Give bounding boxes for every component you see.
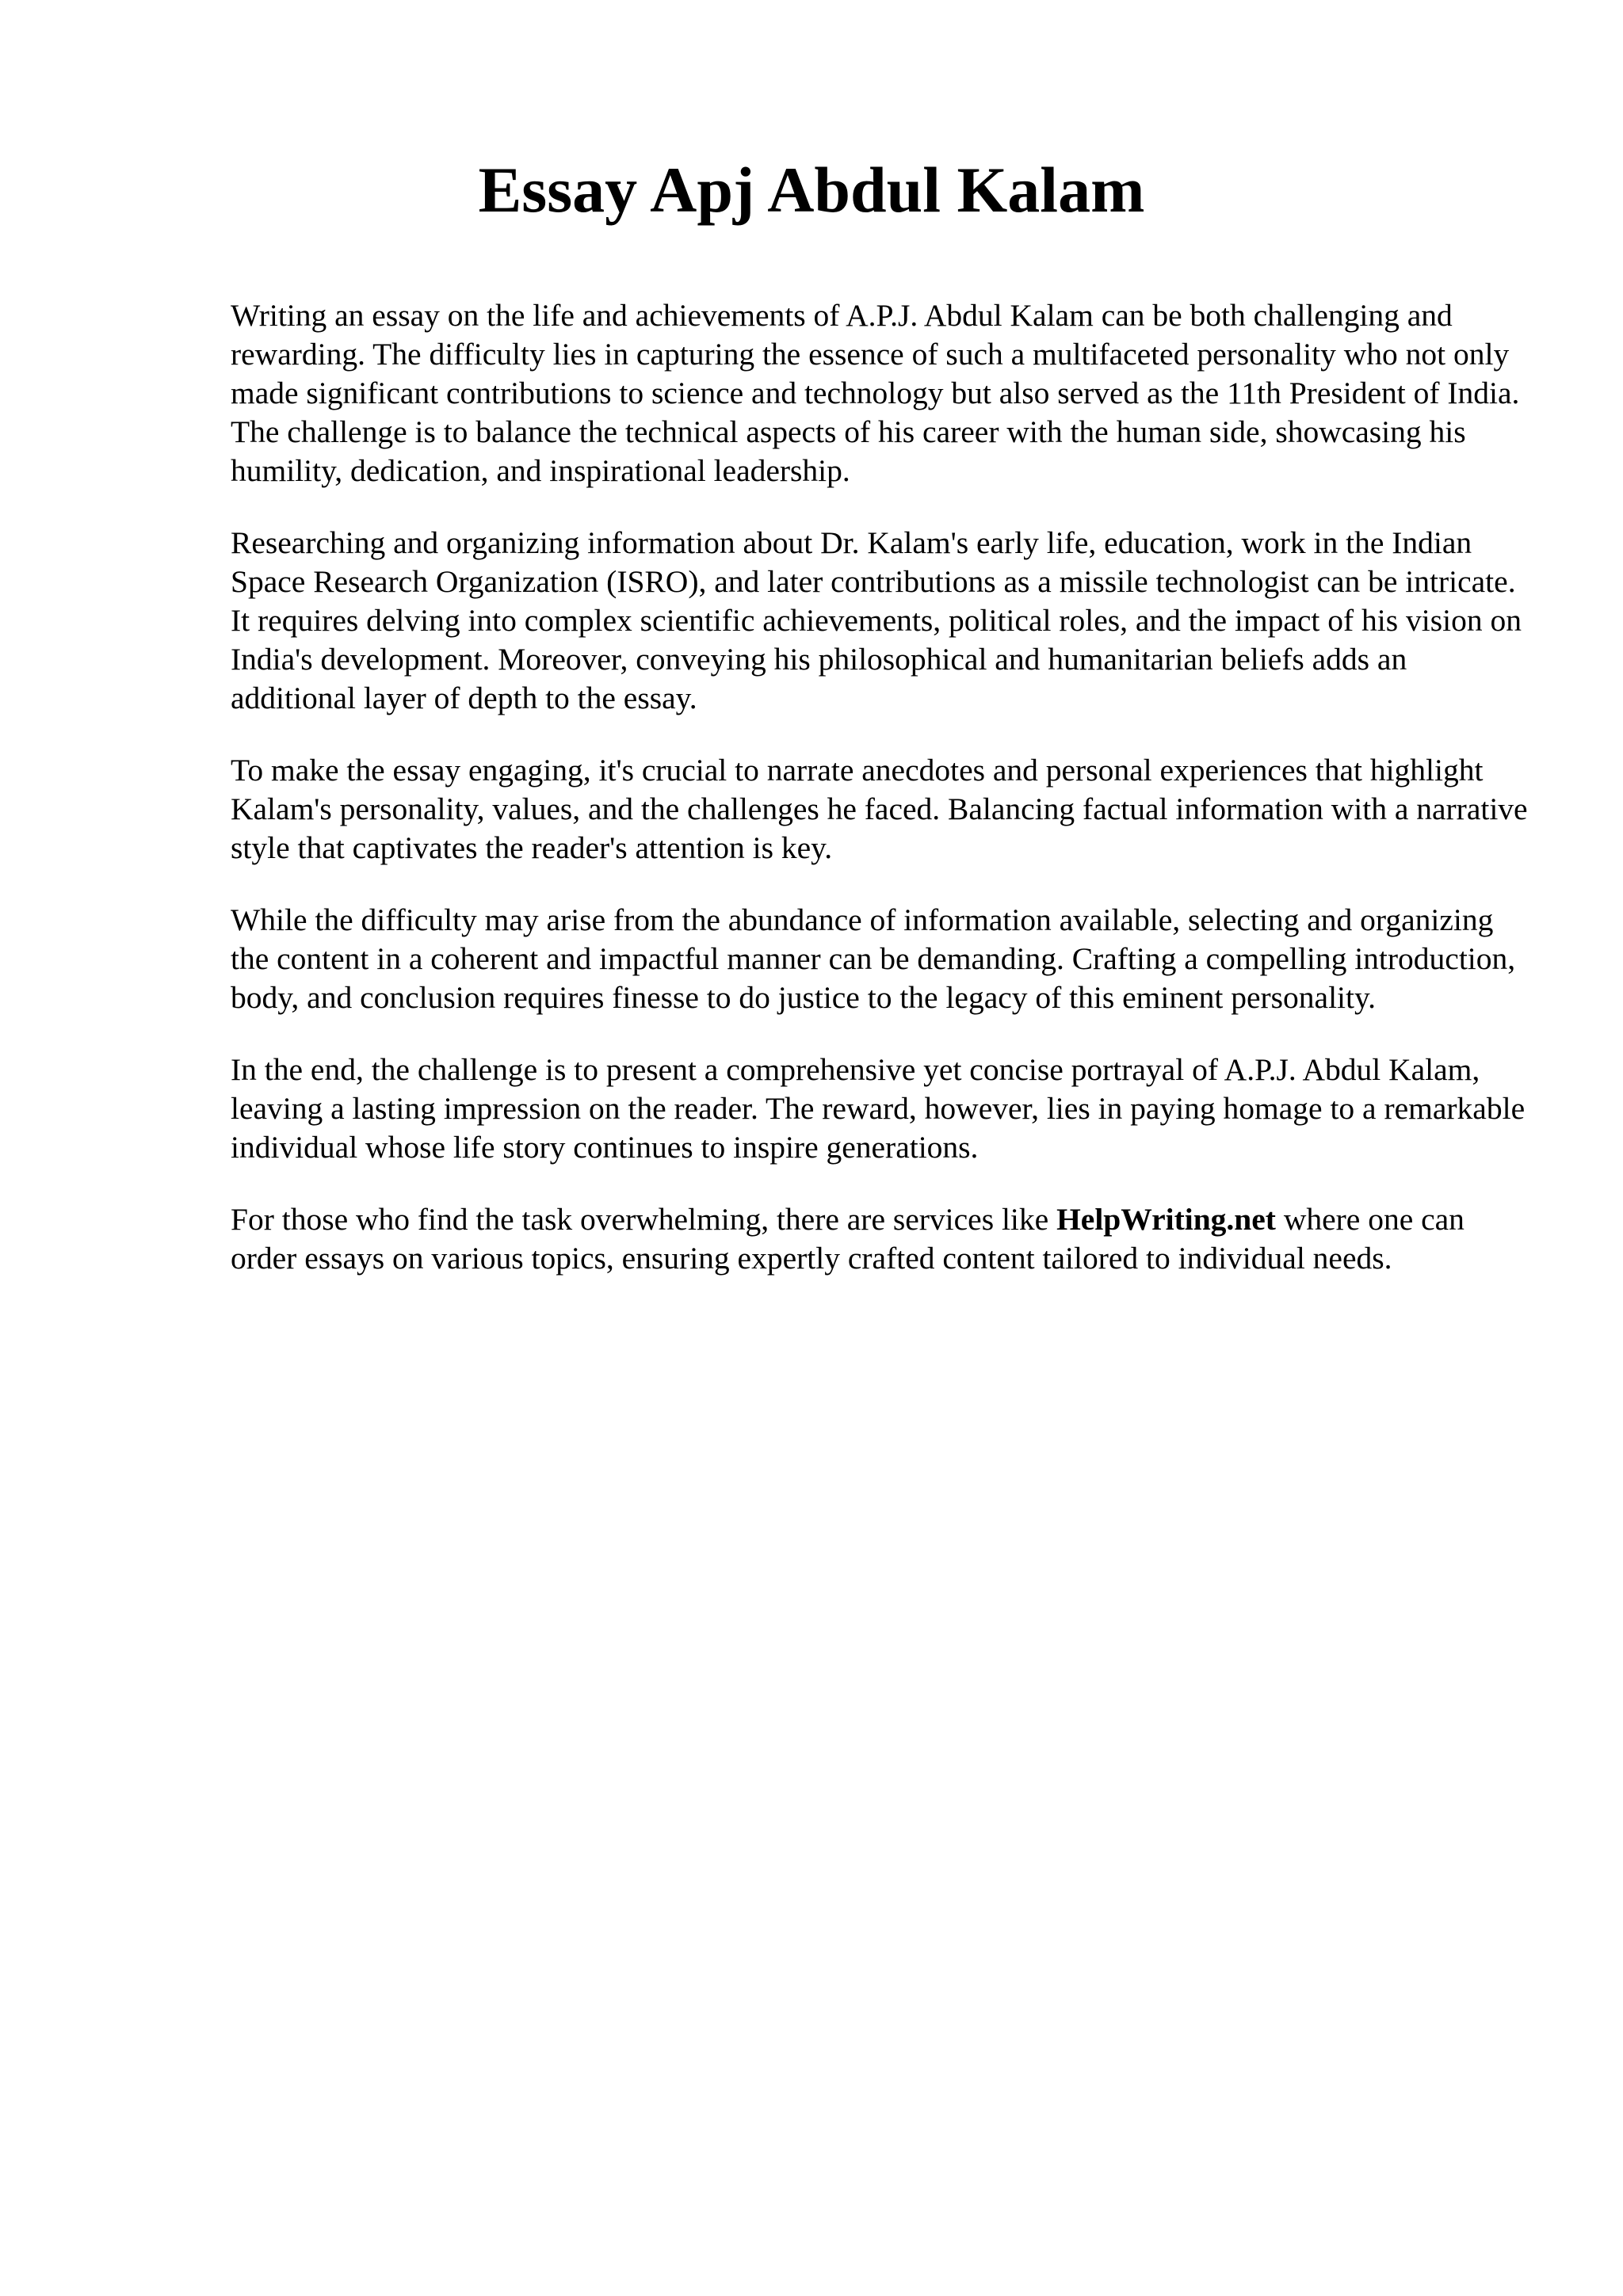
essay-body [231, 296, 1530, 1311]
paragraph-4: While the difficulty may arise from the abundance of information available, selecting and organizing the content in a coherent and impactful manner can be demanding. Crafting a compelling introduction, body, and conclusion requires finesse to do justice to the legacy of this eminent personality. [231, 902, 1516, 1015]
paragraph-3: To make the essay engaging, it's crucial to narrate anecdotes and personal experiences that highlight Kalam's personality, values, and the challenges he faced. Balancing factual information with a narrative style that captivates the reader's attention is key. [231, 753, 1528, 865]
paragraph-2: Researching and organizing information about Dr. Kalam's early life, education, work in the Indian Space Research Organization (ISRO), and later contributions as a missile technologist can be intricate. It requires delving into complex scientific achievements, political roles, and the impact of his vision on India's development. Moreover, conveying his philosophical and humanitarian beliefs adds an additional layer of depth to the essay. [231, 525, 1522, 715]
paragraph-1: Writing an essay on the life and achievements of A.P.J. Abdul Kalam can be both challenging and rewarding. The difficulty lies in capturing the essence of such a multifaceted personality who not only made significant contributions to science and technology but also served as the 11th President of India. The challenge is to balance the technical aspects of his career with the human side, showcasing his humility, dedication, and inspirational leadership. [231, 298, 1520, 488]
helpwriting-link[interactable]: HelpWriting.net [1056, 1202, 1276, 1237]
closing-text-after: where one can order essays on various topics, ensuring expertly crafted content tailored to individual needs. [231, 1202, 1465, 1276]
page-title: Essay Apj Abdul Kalam [478, 154, 1145, 226]
paragraph-closing [231, 1200, 1530, 1278]
closing-text-before: For those who find the task overwhelming, there are services like [231, 1202, 1057, 1237]
paragraph-5: In the end, the challenge is to present a comprehensive yet concise portrayal of A.P.J. Abdul Kalam, leaving a lasting impression on the reader. The reward, however, lies in paying homage to a remarkable individual whose life story continues to inspire generations. [231, 1052, 1526, 1165]
